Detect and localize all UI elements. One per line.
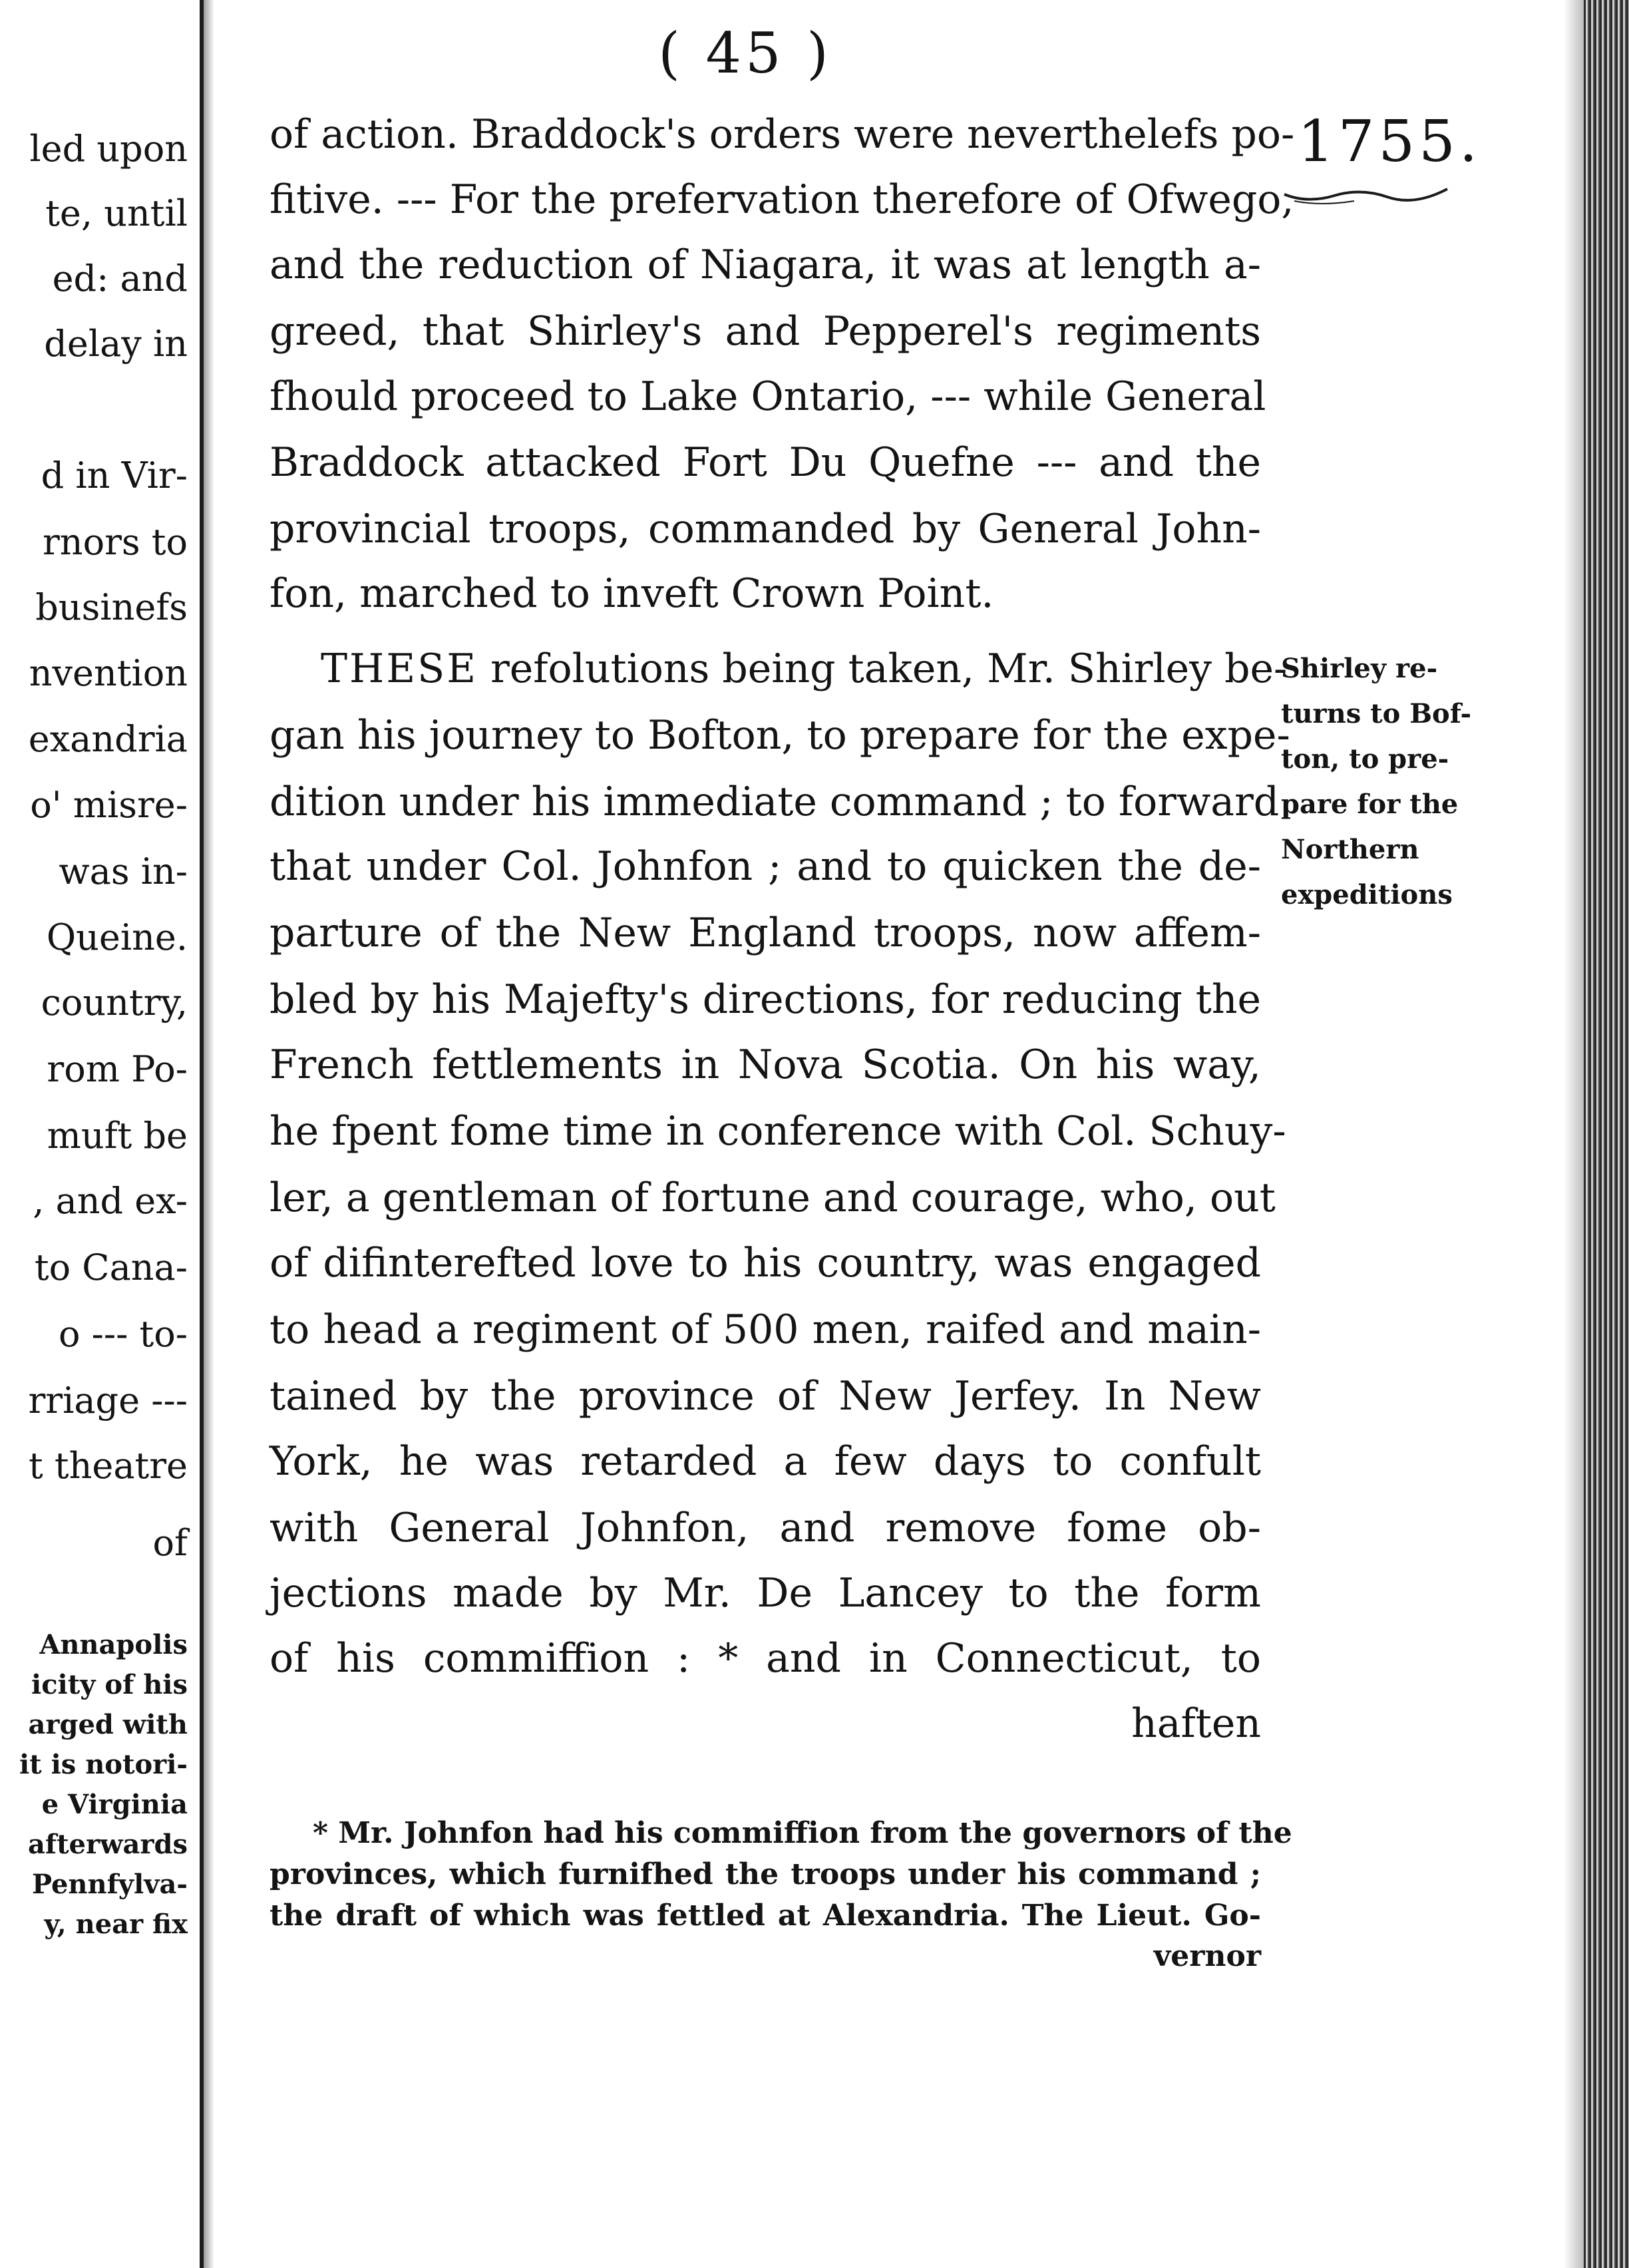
facing-page-line: rnors to bbox=[42, 521, 188, 563]
body-line: tained by the province of New Jerfey. In New bbox=[270, 1373, 1261, 1419]
body-line: fitive. --- For the prefervation therefore of Ofwego, bbox=[270, 176, 1294, 223]
facing-page-line: muft be bbox=[47, 1115, 188, 1157]
body-line: of difinterefted love to his country, was engaged bbox=[270, 1240, 1261, 1286]
facing-page-line: d in Vir- bbox=[41, 455, 188, 496]
facing-page-line: led upon bbox=[29, 128, 188, 170]
page-edge-shadow bbox=[1564, 0, 1584, 2268]
facing-page-note-line: y, near fix bbox=[44, 1909, 188, 1940]
facing-page-note-line: it is notori- bbox=[19, 1749, 188, 1780]
facing-page-note-line: Annapolis bbox=[39, 1629, 188, 1660]
facing-page-line: rriage --- bbox=[28, 1380, 188, 1421]
body-line: greed, that Shirley's and Pepperel's regiments bbox=[270, 308, 1261, 355]
facing-page-line: te, until bbox=[45, 192, 188, 234]
marginal-note-line: expeditions bbox=[1281, 879, 1453, 910]
marginal-note-line: Shirley re- bbox=[1281, 653, 1438, 684]
facing-page-line: Queine. bbox=[46, 916, 188, 958]
body-line: fon, marched to inveft Crown Point. bbox=[270, 570, 994, 617]
footnote-catchword: vernor bbox=[1153, 1939, 1261, 1973]
body-line: parture of the New England troops, now affem- bbox=[270, 910, 1261, 956]
body-line: he fpent fome time in conference with Col. Schuy- bbox=[270, 1108, 1286, 1155]
page-number: ( 45 ) bbox=[658, 21, 832, 86]
body-line: French fettlements in Nova Scotia. On his way, bbox=[270, 1041, 1261, 1088]
footnote-line: the draft of which was fettled at Alexandria. The Lieut. Go- bbox=[270, 1899, 1261, 1933]
facing-page-note-line: afterwards bbox=[27, 1829, 188, 1860]
paragraph-lead-text: refolutions being taken, Mr. Shirley be- bbox=[478, 646, 1288, 692]
book-fore-edge bbox=[1584, 0, 1629, 2268]
marginal-note-line: pare for the bbox=[1281, 789, 1459, 820]
body-line: jections made by Mr. De Lancey to the form bbox=[270, 1570, 1261, 1616]
facing-page-line: , and ex- bbox=[33, 1180, 188, 1222]
facing-page-line: delay in bbox=[44, 323, 188, 365]
facing-page-line: o' misre- bbox=[30, 784, 188, 826]
body-line: fhould proceed to Lake Ontario, --- while General bbox=[270, 373, 1266, 420]
body-line: to head a regiment of 500 men, raifed and main- bbox=[270, 1306, 1261, 1353]
facing-page-note-line: icity of his bbox=[31, 1669, 188, 1700]
body-line: of action. Braddock's orders were neverthelefs po- bbox=[270, 111, 1295, 158]
catchword: haften bbox=[1131, 1700, 1261, 1747]
body-line: gan his journey to Bofton, to prepare for the expe- bbox=[270, 712, 1290, 759]
facing-page-line: country, bbox=[41, 982, 188, 1024]
body-line: provincial troops, commanded by General John- bbox=[270, 506, 1261, 552]
facing-page-line: ed: and bbox=[52, 258, 188, 299]
year-underline-flourish bbox=[1281, 181, 1454, 208]
facing-page-line: t theatre bbox=[29, 1445, 188, 1487]
body-line: and the reduction of Niagara, it was at length a- bbox=[270, 242, 1261, 288]
body-line: bled by his Majefty's directions, for reducing the bbox=[270, 976, 1261, 1023]
body-line: ler, a gentleman of fortune and courage, who, out bbox=[270, 1175, 1276, 1221]
marginal-note-line: turns to Bof- bbox=[1281, 698, 1472, 729]
facing-page-line: was in- bbox=[59, 850, 188, 892]
body-line-paragraph-start bbox=[321, 646, 1288, 692]
facing-page-fragment bbox=[0, 0, 200, 2268]
margin-year: 1755. bbox=[1298, 108, 1482, 175]
facing-page-note-line: Pennfylva- bbox=[31, 1869, 188, 1900]
facing-page-line: of bbox=[152, 1522, 188, 1564]
footnote-line: * Mr. Johnfon had his commiffion from the governors of the bbox=[313, 1816, 1292, 1850]
facing-page-line: rom Po- bbox=[47, 1048, 188, 1090]
facing-page-note-line: arged with bbox=[28, 1709, 188, 1740]
body-line: that under Col. Johnfon ; and to quicken the de- bbox=[270, 843, 1261, 890]
footnote-line: provinces, which furnifhed the troops under his command ; bbox=[270, 1857, 1261, 1891]
facing-page-line: exandria bbox=[28, 718, 188, 760]
body-line: dition under his immediate command ; to forward bbox=[270, 779, 1280, 825]
paragraph-lead-word: THESE bbox=[321, 646, 478, 692]
gutter-shadow bbox=[204, 0, 214, 2268]
body-line: of his commiffion : * and in Connecticut, to bbox=[270, 1635, 1261, 1682]
facing-page-line: o --- to- bbox=[58, 1313, 188, 1355]
facing-page-note-line: e Virginia bbox=[41, 1789, 188, 1820]
body-line: York, he was retarded a few days to confult bbox=[270, 1438, 1261, 1485]
body-line: Braddock attacked Fort Du Quefne --- and the bbox=[270, 439, 1261, 486]
facing-page-line: to Cana- bbox=[34, 1246, 188, 1288]
body-line: with General Johnfon, and remove fome ob- bbox=[270, 1505, 1261, 1551]
marginal-note-line: Northern bbox=[1281, 834, 1419, 865]
facing-page-line: nvention bbox=[29, 652, 188, 694]
marginal-note-line: ton, to pre- bbox=[1281, 743, 1449, 775]
facing-page-line: businefs bbox=[35, 586, 188, 628]
